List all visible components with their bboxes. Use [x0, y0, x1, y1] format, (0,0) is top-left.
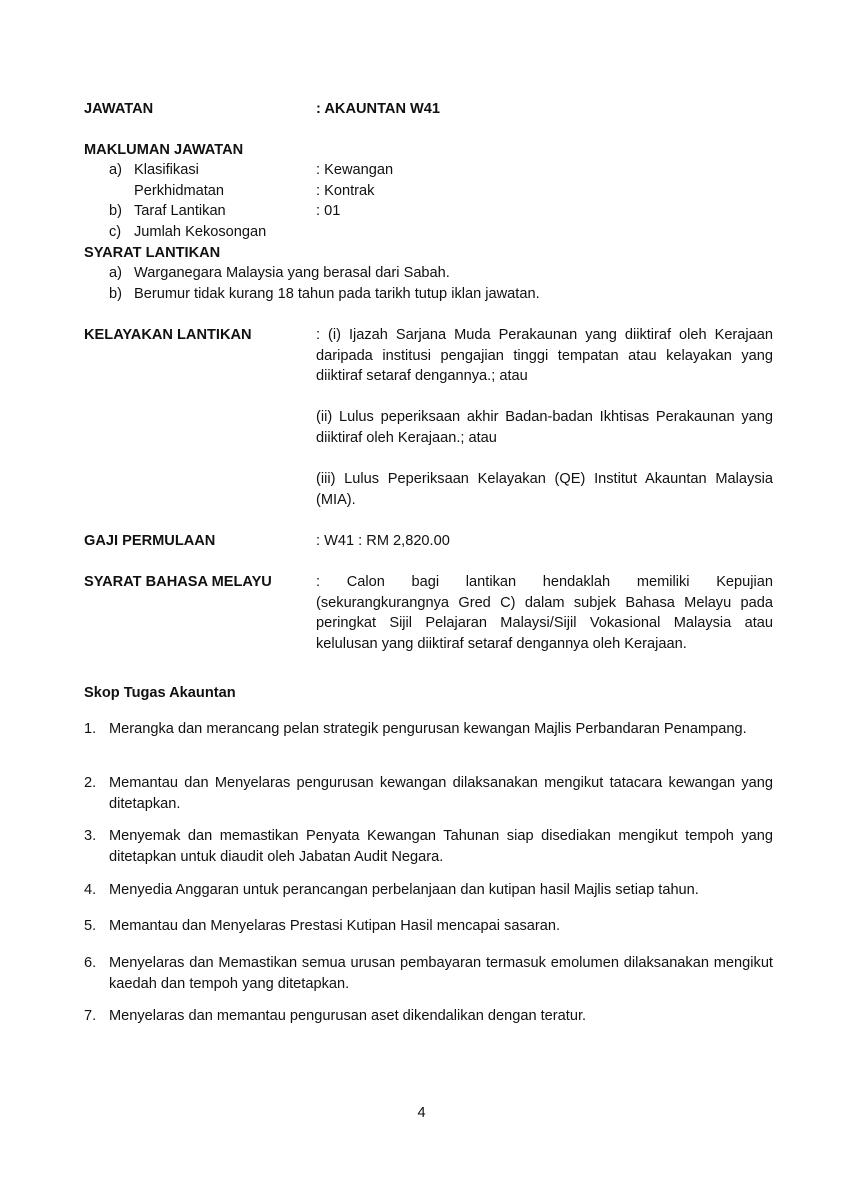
skop-item-text: Menyedia Anggaran untuk perancangan perbelanjaan dan kutipan hasil Majlis setiap tahun. [109, 882, 699, 898]
kelayakan-paragraph: : (i) Ijazah Sarjana Muda Perakaunan yang diiktiraf oleh Kerajaan daripada institusi pengajian tinggi tempatan atau kelayakan yang diiktiraf setaraf dengannya.; atau [316, 327, 773, 384]
gaji-label: GAJI PERMULAAN [84, 533, 216, 549]
skop-item-number: 2. [84, 775, 97, 791]
skop-item-text: Menyelaras dan memantau pengurusan aset dikendalikan dengan teratur. [109, 1008, 587, 1024]
makluman-item-value: : 01 [316, 203, 341, 219]
kelayakan-paragraph: (ii) Lulus peperiksaan akhir Badan-badan Ikhtisas Perakaunan yang diiktiraf oleh Kerajaan.; atau [316, 409, 773, 446]
jawatan-label: JAWATAN [84, 101, 154, 117]
makluman-item-label: Klasifikasi [134, 162, 199, 178]
makluman-heading: MAKLUMAN JAWATAN [84, 142, 244, 158]
syarat-lantikan-marker: b) [109, 286, 122, 302]
bahasa-text: : Calon bagi lantikan hendaklah memiliki Kepujian (sekurangkurangnya Gred C) dalam subjek Bahasa Melayu pada peringkat Sijil Pelajaran Malaysi/Sijil Vokasional Malaysia atau kelulusan yang diiktiraf setaraf dengannya oleh Kerajaan. [316, 574, 773, 652]
skop-item-text: Memantau dan Menyelaras pengurusan kewangan dilaksanakan mengikut tatacara kewangan yang ditetapkan. [109, 775, 773, 812]
syarat-lantikan-heading: SYARAT LANTIKAN [84, 245, 221, 261]
gaji-value: : W41 : RM 2,820.00 [316, 533, 450, 549]
skop-item-text: Menyemak dan memastikan Penyata Kewangan Tahunan siap disediakan mengikut tempoh yang ditetapkan untuk diaudit oleh Jabatan Audit Negara. [109, 828, 773, 865]
bahasa-label: SYARAT BAHASA MELAYU [84, 574, 272, 590]
skop-item-text: Memantau dan Menyelaras Prestasi Kutipan Hasil mencapai sasaran. [109, 918, 561, 934]
jawatan-value: : AKAUNTAN W41 [316, 101, 441, 117]
kelayakan-label: KELAYAKAN LANTIKAN [84, 327, 252, 343]
makluman-item-marker: b) [109, 203, 122, 219]
makluman-item-label: Jumlah Kekosongan [134, 224, 267, 240]
syarat-lantikan-item: Berumur tidak kurang 18 tahun pada tarikh tutup iklan jawatan. [134, 286, 540, 302]
skop-item-text: Merangka dan merancang pelan strategik pengurusan kewangan Majlis Perbandaran Penampang. [109, 721, 747, 737]
skop-heading: Skop Tugas Akauntan [84, 685, 236, 701]
skop-item-number: 4. [84, 882, 97, 898]
skop-item-number: 7. [84, 1008, 97, 1024]
makluman-item-marker: a) [109, 162, 122, 178]
kelayakan-paragraph: (iii) Lulus Peperiksaan Kelayakan (QE) Institut Akauntan Malaysia (MIA). [316, 471, 773, 508]
syarat-lantikan-marker: a) [109, 265, 122, 281]
makluman-item-marker: c) [109, 224, 122, 240]
skop-item-number: 5. [84, 918, 97, 934]
makluman-item-value: : Kontrak [316, 183, 375, 199]
makluman-item-label: Taraf Lantikan [134, 203, 226, 219]
skop-item-number: 3. [84, 828, 97, 844]
makluman-item-label: Perkhidmatan [134, 183, 225, 199]
skop-item-number: 6. [84, 955, 97, 971]
skop-item-number: 1. [84, 721, 97, 737]
skop-item-text: Menyelaras dan Memastikan semua urusan pembayaran termasuk emolumen dilaksanakan mengikut kaedah dan tempoh yang ditetapkan. [109, 955, 773, 992]
syarat-lantikan-item: Warganegara Malaysia yang berasal dari Sabah. [134, 265, 450, 281]
page-number: 4 [417, 1105, 426, 1121]
makluman-item-value: : Kewangan [316, 162, 394, 178]
